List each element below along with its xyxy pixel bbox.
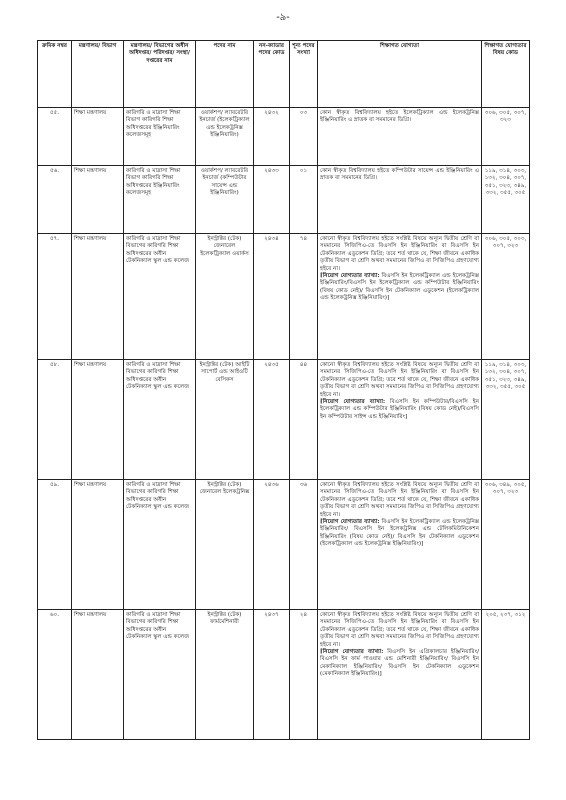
post-cell: ইনস্ট্রাক্টর (টেক) ফার্মমেশিনারী bbox=[196, 610, 254, 740]
vacancy-cell: ০৩ bbox=[290, 108, 318, 166]
page-number: -৯- bbox=[276, 12, 290, 23]
note-text: বিএসসি ইন ইলেকট্রিক্যাল এন্ড ইলেকট্রনিক্স ইঞ্জিনিয়ারিং/বিএসসি ইন ইলেকট্রিক্যাল এন্ড কম্পিউটার ইঞ্জিনিয়ারিং (বিষয় কোড নেই)/ বিএসসি ইন টেকনিক্যাল এডুকেশন (ইলেকট্রিক্যাল এন্ড ইলেকট্রনিক্স ইঞ্জিনিয়ারিং)] bbox=[320, 272, 479, 301]
qualification-cell bbox=[318, 166, 482, 234]
header-office: মন্ত্রণালয়/ বিভাগের অধীন অধিদপ্তর/ পরিদপ্তর/ সংস্থা/ দপ্তরের নাম bbox=[124, 41, 196, 108]
serial-cell: ৫৮. bbox=[38, 360, 72, 480]
ministry-cell: শিক্ষা মন্ত্রণালয় bbox=[72, 108, 124, 166]
office-cell: কারিগরি ও মাদ্রাসা শিক্ষা বিভাগ কারিগরি শিক্ষা অধিদপ্তরের ইঞ্জিনিয়ারিং কলেজসমূহ bbox=[124, 166, 196, 234]
serial-cell: ৫৬. bbox=[38, 166, 72, 234]
note-text: বিএসসি ইন কম্পিউটার/বিএসসি ইন ইলেকট্রিক্যাল এন্ড কম্পিউটার ইঞ্জিনিয়ারিং (বিষয় কোড নেই)/বিএসসি ইন কম্পিউটার সাইন্স এন্ড ইঞ্জিনিয়ারিং] bbox=[320, 398, 479, 420]
post-cell: ইনস্ট্রাক্টর (টেক) আইটি সাপোর্ট এন্ড আইওটি বেসিকস bbox=[196, 360, 254, 480]
ministry-cell: শিক্ষা মন্ত্রণালয় bbox=[72, 234, 124, 360]
vacancy-cell: ০১ bbox=[290, 166, 318, 234]
qualification-cell bbox=[318, 234, 482, 360]
ministry-cell: শিক্ষা মন্ত্রণালয় bbox=[72, 480, 124, 610]
subject-codes-cell: ৩০৬, ৩৪৯, ৩০৫, ৩০৭, ৩২৩ bbox=[482, 480, 530, 610]
qualification-cell bbox=[318, 610, 482, 740]
code-cell: ২৪৩৭ bbox=[254, 610, 290, 740]
note-label: [নিয়োগ যোগ্যতার ব্যাখ্যা: bbox=[320, 518, 380, 525]
post-cell: ওয়ার্কশপ/ ল্যাবরেটরি ইনচার্জ (কম্পিউটার সায়েন্স এন্ড ইঞ্জিনিয়ারিং) bbox=[196, 166, 254, 234]
note-label: [নিয়োগ যোগ্যতার ব্যাখ্যা: bbox=[320, 272, 380, 279]
recruitment-table bbox=[37, 40, 530, 740]
ministry-cell: শিক্ষা মন্ত্রণালয় bbox=[72, 166, 124, 234]
qualification-text: কোনো স্বীকৃত বিশ্ববিদ্যালয় হইতে সংশ্লিষ্ট বিষয়ে অন্যূন দ্বিতীয় শ্রেণি বা সমমানের সিজিপিএ-তে বিএসসি ইন ইঞ্জিনিয়ারিং বা বিএসসি ইন টেকনিক্যাল এডুকেশন ডিগ্রি; তবে শর্ত থাকে যে, শিক্ষা জীবনে একাধিক তৃতীয় বিভাগ বা শ্রেণি অথবা সমমানের জিপিএ বা সিজিপিএ গ্রহণযোগ্য হইবে না। bbox=[320, 482, 479, 518]
vacancy-cell: ২৪ bbox=[290, 610, 318, 740]
note-text: বিএসসি ইন ইলেকট্রিক্যাল এন্ড ইলেকট্রনিক্স ইঞ্জিনিয়ারিং/ বিএসসি ইন ইলেকট্রনিক্স এন্ড টেলিকমিউনিকেশন ইঞ্জিনিয়ারিং (বিষয় কোড নেই)/ বিএসসি ইন টেকনিক্যাল এডুকেশন (ইলেকট্রিক্যাল এন্ড ইলেকট্রনিক্স ইঞ্জিনিয়ারিং)] bbox=[320, 518, 479, 547]
qualification-note bbox=[320, 519, 479, 549]
qualification-text: কোন স্বীকৃত বিশ্ববিদ্যালয় হইতে ইলেকট্রিক্যাল এন্ড ইলেকট্রনিক্স ইঞ্জিনিয়ারিং এ স্নাতক বা সমমানের ডিগ্রি। bbox=[320, 110, 479, 124]
vacancy-cell: ৩৬ bbox=[290, 480, 318, 610]
office-cell: কারিগরি ও মাদ্রাসা শিক্ষা বিভাগের কারিগরি শিক্ষা অধিদপ্তরের অধীন টেকনিক্যাল স্কুল এন্ড কলেজ bbox=[124, 480, 196, 610]
note-label: [নিয়োগ যোগ্যতার ব্যাখ্যা: bbox=[320, 398, 386, 405]
qualification-note bbox=[320, 273, 479, 303]
table-row bbox=[38, 108, 530, 166]
code-cell: ২৪৩২ bbox=[254, 108, 290, 166]
code-cell: ২৪৩৬ bbox=[254, 480, 290, 610]
qualification-text: কোন স্বীকৃত বিশ্ববিদ্যালয় হইতে কম্পিউটার সায়েন্স এন্ড ইঞ্জিনিয়ারিং এ স্নাতক বা সমমানের ডিগ্রি। bbox=[320, 168, 479, 182]
header-code: নন-ক্যাডার পদের কোড bbox=[254, 41, 290, 108]
header-serial: ক্রমিক নম্বর bbox=[38, 41, 72, 108]
header-vacancy: শূন্য পদের সংখ্যা bbox=[290, 41, 318, 108]
note-text: বিএসসি ইন এগ্রিকালচার ইঞ্জিনিয়ারিং/ বিএসসি ইন ফার্ম পাওয়ার এন্ড মেশিনারী ইঞ্জিনিয়ারিং/ বিএসসি ইন মেকানিক্যাল ইঞ্জিনিয়ারিং/ বিএসসি ইন টেকনিক্যাল এডুকেশন (মেকানিক্যাল ইঞ্জিনিয়ারিং)] bbox=[320, 648, 479, 677]
office-cell: কারিগরি ও মাদ্রাসা শিক্ষা বিভাগের কারিগরি শিক্ষা অধিদপ্তরের অধীন টেকনিক্যাল স্কুল এন্ড কলেজ bbox=[124, 234, 196, 360]
header-ministry: মন্ত্রণালয়/ বিভাগ bbox=[72, 41, 124, 108]
post-cell: ইনস্ট্রাক্টর (টেক) জেনারেল ইলেকট্রিক্যাল ওয়ার্কস bbox=[196, 234, 254, 360]
qualification-cell bbox=[318, 108, 482, 166]
vacancy-cell: ৭৪ bbox=[290, 234, 318, 360]
serial-cell: ৫৫. bbox=[38, 108, 72, 166]
note-label: [নিয়োগ যোগ্যতার ব্যাখ্যা: bbox=[320, 648, 384, 655]
table-row bbox=[38, 610, 530, 740]
code-cell: ২৪৩৫ bbox=[254, 360, 290, 480]
ministry-cell: শিক্ষা মন্ত্রণালয় bbox=[72, 360, 124, 480]
qualification-note bbox=[320, 649, 479, 679]
header-qualification: শিক্ষাগত যোগ্যতা bbox=[318, 41, 482, 108]
header-subject-codes: শিক্ষাগত যোগ্যতার বিষয় কোড bbox=[482, 41, 530, 108]
qualification-note bbox=[320, 399, 479, 421]
ministry-cell: শিক্ষা মন্ত্রণালয় bbox=[72, 610, 124, 740]
qualification-cell bbox=[318, 360, 482, 480]
subject-codes-cell: ১১৯, ৩১৪, ৩০৩, ১৩২, ৩০৪, ৩০৭, ৩৫১, ৩২৩, ৩৪৯, ৩৩২, ৩৫৫, ৩০৫ bbox=[482, 166, 530, 234]
serial-cell: ৬০. bbox=[38, 610, 72, 740]
table-row bbox=[38, 234, 530, 360]
subject-codes-cell: ৩০৬, ৩০৫, ৩০৭, ৩২৩ bbox=[482, 108, 530, 166]
subject-codes-cell: ২০৫, ২৩৭, ৩১২ bbox=[482, 610, 530, 740]
office-cell: কারিগরি ও মাদ্রাসা শিক্ষা বিভাগ কারিগরি শিক্ষা অধিদপ্তরের ইঞ্জিনিয়ারিং কলেজসমূহ bbox=[124, 108, 196, 166]
header-post: পদের নাম bbox=[196, 41, 254, 108]
serial-cell: ৫৭. bbox=[38, 234, 72, 360]
code-cell: ২৪৩৩ bbox=[254, 166, 290, 234]
qualification-text: কোনো স্বীকৃত বিশ্ববিদ্যালয় হইতে সংশ্লিষ্ট বিষয়ে অন্যূন দ্বিতীয় শ্রেণি বা সমমানের সিজিপিএ-তে বিএসসি ইন ইঞ্জিনিয়ারিং বা বিএসসি ইন টেকনিক্যাল এডুকেশন ডিগ্রি; তবে শর্ত থাকে যে, শিক্ষা জীবনে একাধিক তৃতীয় বিভাগ বা শ্রেণি অথবা সমমানের জিপিএ বা সিজিপিএ গ্রহণযোগ্য হইবে না। bbox=[320, 236, 479, 272]
office-cell: কারিগরি ও মাদ্রাসা শিক্ষা বিভাগের কারিগরি শিক্ষা অধিদপ্তরের অধীন টেকনিক্যাল স্কুল এন্ড কলেজ bbox=[124, 610, 196, 740]
vacancy-cell: ৪৪ bbox=[290, 360, 318, 480]
office-cell: কারিগরি ও মাদ্রাসা শিক্ষা বিভাগের কারিগরি শিক্ষা অধিদপ্তরের অধীন টেকনিক্যাল স্কুল এন্ড কলেজ bbox=[124, 360, 196, 480]
post-cell: ইনস্ট্রাক্টর (টেক) জেনারেল ইলেকট্রনিক্স bbox=[196, 480, 254, 610]
subject-codes-cell: ১১৯, ৩১৪, ৩০৩, ১৩২, ৩০৪, ৩০৭, ৩৫১, ৩২৩, ৩৪৯, ৩৩২, ৩৫৫, ৩০৫ bbox=[482, 360, 530, 480]
table-header-row bbox=[38, 41, 530, 108]
subject-codes-cell: ৩০৬, ৩০৫, ৩০৩, ৩০৭, ৩২৩ bbox=[482, 234, 530, 360]
table-row bbox=[38, 166, 530, 234]
code-cell: ২৪৩৪ bbox=[254, 234, 290, 360]
qualification-cell bbox=[318, 480, 482, 610]
serial-cell: ৫৯. bbox=[38, 480, 72, 610]
qualification-text: কোনো স্বীকৃত বিশ্ববিদ্যালয় হইতে সংশ্লিষ্ট বিষয়ে অন্যূন দ্বিতীয় শ্রেণি বা সমমানের সিজিপিএ-তে বিএসসি ইন ইঞ্জিনিয়ারিং বা বিএসসি ইন টেকনিক্যাল এডুকেশন ডিগ্রি; তবে শর্ত থাকে যে, শিক্ষা জীবনে একাধিক তৃতীয় বিভাগ বা শ্রেণি অথবা সমমানের জিপিএ বা সিজিপিএ গ্রহণযোগ্য হইবে না। bbox=[320, 362, 479, 398]
table-row bbox=[38, 360, 530, 480]
post-cell: ওয়ার্কশপ/ ল্যাবরেটরি ইনচার্জ (ইলেকট্রিক্যাল এন্ড ইলেকট্রনিক্স ইঞ্জিনিয়ারিং) bbox=[196, 108, 254, 166]
table-row bbox=[38, 480, 530, 610]
qualification-text: কোনো স্বীকৃত বিশ্ববিদ্যালয় হইতে সংশ্লিষ্ট বিষয়ে অন্যূন দ্বিতীয় শ্রেণি বা সমমানের সিজিপিএ-তে বিএসসি ইন ইঞ্জিনিয়ারিং বা বিএসসি ইন টেকনিক্যাল এডুকেশন ডিগ্রি; তবে শর্ত থাকে যে, শিক্ষা জীবনে একাধিক তৃতীয় বিভাগ বা শ্রেণি অথবা সমমানের জিপিএ বা সিজিপিএ গ্রহণযোগ্য হইবে না। bbox=[320, 612, 479, 648]
